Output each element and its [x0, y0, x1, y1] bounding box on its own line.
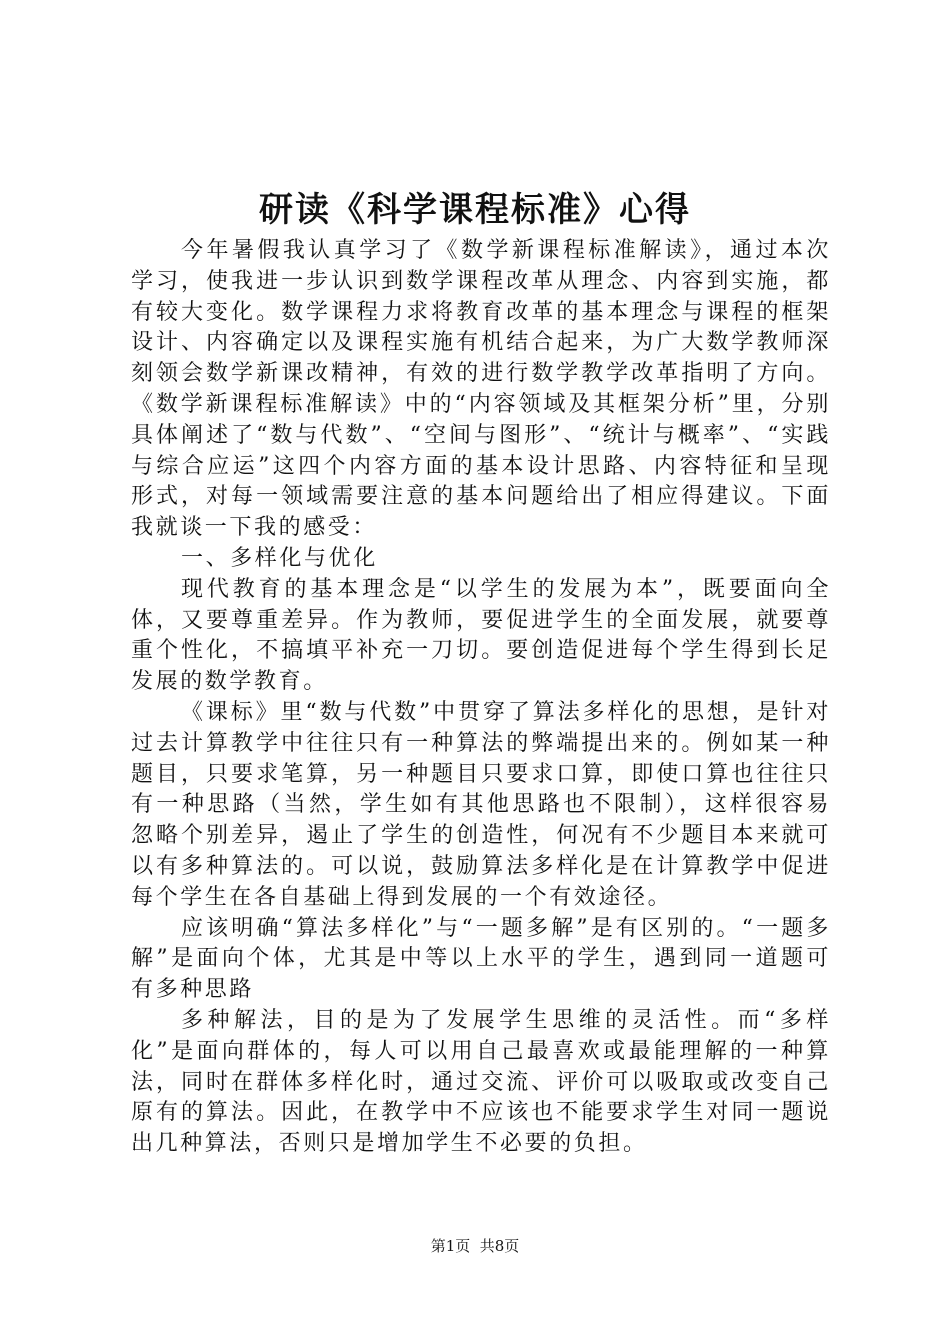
page-number: 第1页 共8页	[430, 1237, 520, 1255]
paragraph-diversification: 多种解法，目的是为了发展学生思维的灵活性。而“多样化”是面向群体的，每人可以用自己最喜欢或最能理解的一种算法，同时在群体多样化时，通过交流、评价可以吸取或改变自己原有的算法。因此，在教学中不应该也不能要求学生对同一题说出几种算法，否则只是增加学生不必要的负担。	[131, 1007, 831, 1157]
paragraph-curriculum-standard: 《课标》里“数与代数”中贯穿了算法多样化的思想，是针对过去计算教学中往往只有一种算法的弊端提出来的。例如某一种题目，只要求笔算，另一种题目只要求口算，即使口算也往往只有一种思路（当然，学生如有其他思路也不限制），这样很容易忽略个别差异，遏止了学生的创造性，何况有不少题目本来就可以有多种算法的。可以说，鼓励算法多样化是在计算教学中促进每个学生在各自基础上得到发展的一个有效途径。	[131, 699, 831, 910]
page-footer	[0, 1236, 950, 1256]
document-body	[131, 236, 831, 1160]
paragraph-education-concept: 现代教育的基本理念是“以学生的发展为本”，既要面向全体，又要尊重差异。作为教师，要促进学生的全面发展，就要尊重个性化，不搞填平补充一刀切。要创造促进每个学生得到长足发展的数学教育。	[131, 576, 831, 695]
paragraph-intro: 今年暑假我认真学习了《数学新课程标准解读》，通过本次学习，使我进一步认识到数学课程改革从理念、内容到实施，都有较大变化。数学课程力求将教育改革的基本理念与课程的框架设计、内容确定以及课程实施有机结合起来，为广大数学教师深刻领会数学新课改精神，有效的进行数学教学改革指明了方向。《数学新课程标准解读》中的“内容领域及其框架分析”里，分别具体阐述了“数与代数”、“空间与图形”、“统计与概率”、“实践与综合应运”这四个内容方面的基本设计思路、内容特征和呈现形式，对每一领域需要注意的基本问题给出了相应得建议。下面我就谈一下我的感受：	[131, 238, 831, 541]
document-title: 研读《科学课程标准》心得	[259, 190, 691, 230]
section-heading: 一、多样化与优化	[181, 545, 378, 571]
paragraph-distinction: 应该明确“算法多样化”与“一题多解”是有区别的。“一题多解”是面向个体，尤其是中等以上水平的学生，遇到同一道题可有多种思路	[131, 915, 831, 1003]
